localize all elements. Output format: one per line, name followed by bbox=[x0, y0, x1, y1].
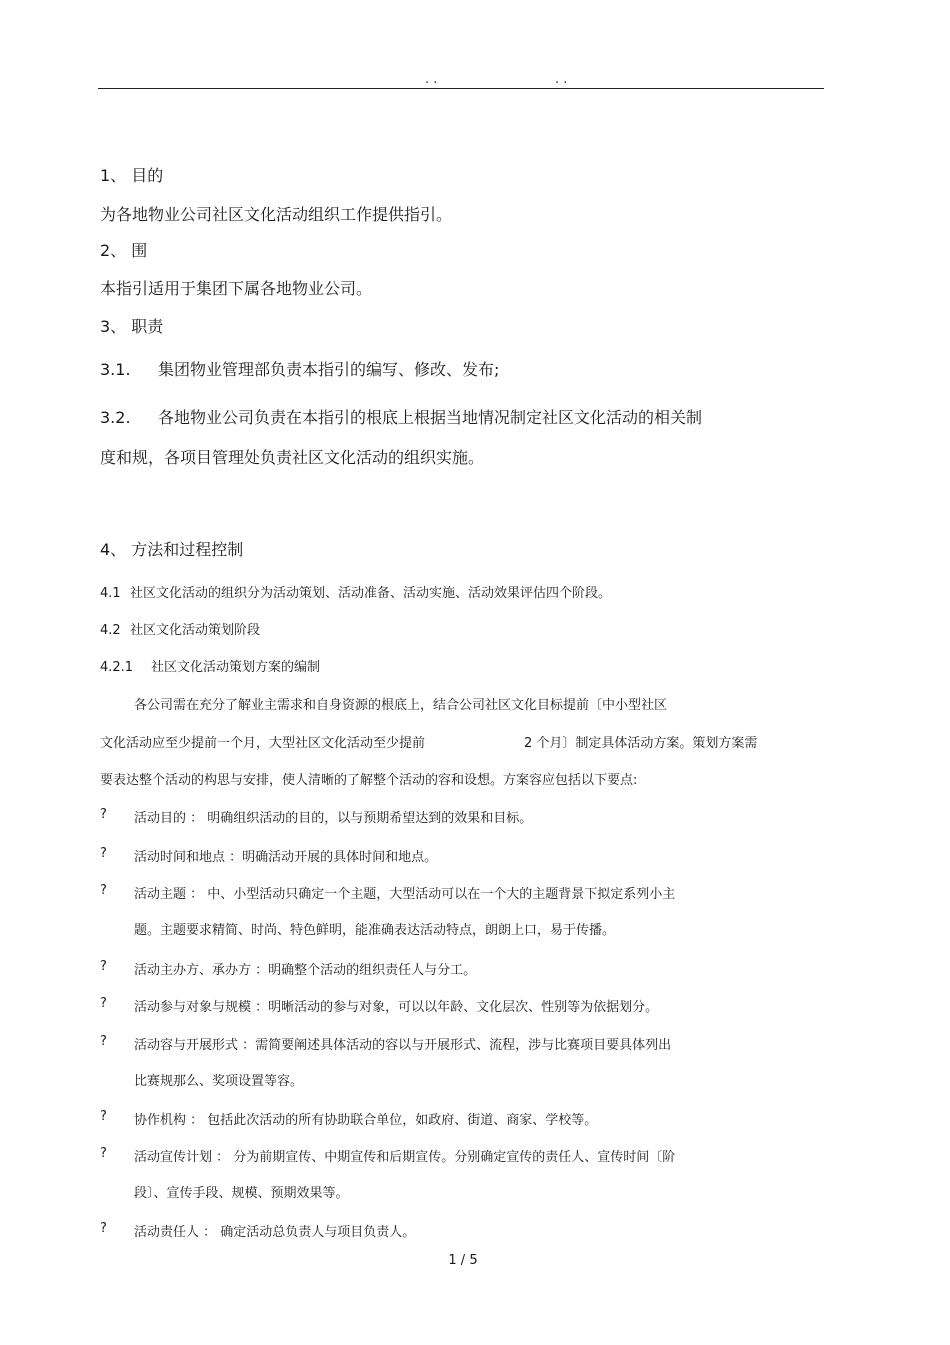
item-4-2-1-number: 4.2.1 bbox=[100, 660, 134, 675]
bullet-item: 活动主题 ： 中、小型活动只确定一个主题，大型活动可以在一个大的主题背景下拟定系列小主 bbox=[134, 887, 676, 902]
item-4-2-text: 社区文化活动策划阶段 bbox=[130, 623, 261, 638]
bullet-item: 活动参与对象与规模 ：明晰活动的参与对象，可以以年龄、文化层次、性别等为依据划分。 bbox=[134, 1000, 659, 1015]
section-1-heading: 1、 目的 bbox=[100, 166, 164, 185]
bullet-item: 活动目的 ： 明确组织活动的目的，以与预期希望达到的效果和目标。 bbox=[134, 811, 533, 826]
paragraph-line-3: 要表达整个活动的构思与安排，使人清晰的了解整个活动的容和设想。方案容应包括以下要点: bbox=[100, 773, 638, 788]
bullet-marker: ? bbox=[100, 807, 107, 822]
bullet-marker: ? bbox=[100, 996, 107, 1011]
bullet-marker: ? bbox=[100, 1146, 107, 1161]
section-4-heading: 4、 方法和过程控制 bbox=[100, 540, 244, 559]
header-rule bbox=[98, 88, 824, 89]
item-4-1 bbox=[100, 582, 611, 601]
item-3-1-text: 集团物业管理部负责本指引的编写、修改、发布; bbox=[158, 360, 500, 379]
bullet-item-continuation: 比赛规那么、奖项设置等容。 bbox=[134, 1074, 304, 1089]
item-3-1-number: 3.1. bbox=[100, 360, 131, 379]
item-4-1-number: 4.1 bbox=[100, 586, 121, 601]
bullet-item-continuation: 题。主题要求精简、时尚、特色鲜明，能准确表达活动特点，朗朗上口，易于传播。 bbox=[134, 923, 616, 938]
section-2-text: 本指引适用于集团下属各地物业公司。 bbox=[100, 279, 373, 298]
item-4-2-1-text: 社区文化活动策划方案的编制 bbox=[151, 660, 321, 675]
item-4-1-text: 社区文化活动的组织分为活动策划、活动准备、活动实施、活动效果评估四个阶段。 bbox=[130, 586, 612, 601]
section-1-text: 为各地物业公司社区文化活动组织工作提供指引。 bbox=[100, 205, 453, 224]
item-3-2 bbox=[100, 405, 702, 428]
bullet-marker: ? bbox=[100, 1109, 107, 1124]
bullet-item: 协作机构 ： 包括此次活动的所有协助联合单位，如政府、街道、商家、学校等。 bbox=[134, 1113, 598, 1128]
bullet-item: 活动主办方、承办方 ：明确整个活动的组织责任人与分工。 bbox=[134, 963, 477, 978]
section-2-heading: 2、 围 bbox=[100, 241, 148, 260]
item-3-1 bbox=[100, 357, 499, 380]
paragraph-line-1: 各公司需在充分了解业主需求和自身资源的根底上，结合公司社区文化目标提前〔中小型社区 bbox=[134, 698, 668, 713]
header-dots-left: . . bbox=[425, 72, 438, 87]
bullet-marker: ? bbox=[100, 959, 107, 974]
item-3-2-text: 各地物业公司负责在本指引的根底上根据当地情况制定社区文化活动的相关制 bbox=[158, 408, 703, 427]
bullet-item: 活动责任人 ： 确定活动总负责人与项目负责人。 bbox=[134, 1225, 416, 1240]
bullet-marker: ? bbox=[100, 1221, 107, 1236]
section-3-heading: 3、 职责 bbox=[100, 317, 164, 336]
bullet-item: 活动容与开展形式 ：需简要阐述具体活动的容以与开展形式、流程，涉与比赛项目要具体列出 bbox=[134, 1038, 672, 1053]
page-number: 1 / 5 bbox=[448, 1253, 478, 1268]
bullet-item: 活动时间和地点 ：明确活动开展的具体时间和地点。 bbox=[134, 850, 438, 865]
bullet-marker: ? bbox=[100, 1034, 107, 1049]
paragraph-line-2b: 2 个月〕制定具体活动方案。策划方案需 bbox=[524, 736, 758, 751]
item-3-2-continuation: 度和规，各项目管理处负责社区文化活动的组织实施。 bbox=[100, 448, 485, 467]
bullet-item-continuation: 段〕、宣传手段、规模、预期效果等。 bbox=[134, 1186, 349, 1201]
item-3-2-number: 3.2. bbox=[100, 408, 131, 427]
bullet-item: 活动宣传计划 ： 分为前期宣传、中期宣传和后期宣传。分别确定宣传的责任人、宣传时间〔阶 bbox=[134, 1150, 676, 1165]
bullet-marker: ? bbox=[100, 883, 107, 898]
bullet-marker: ? bbox=[100, 846, 107, 861]
header-dots-right: . . bbox=[555, 72, 568, 87]
item-4-2 bbox=[100, 619, 260, 638]
item-4-2-1 bbox=[100, 656, 320, 675]
paragraph-line-2a: 文化活动应至少提前一个月，大型社区文化活动至少提前 bbox=[100, 736, 426, 751]
item-4-2-number: 4.2 bbox=[100, 623, 121, 638]
